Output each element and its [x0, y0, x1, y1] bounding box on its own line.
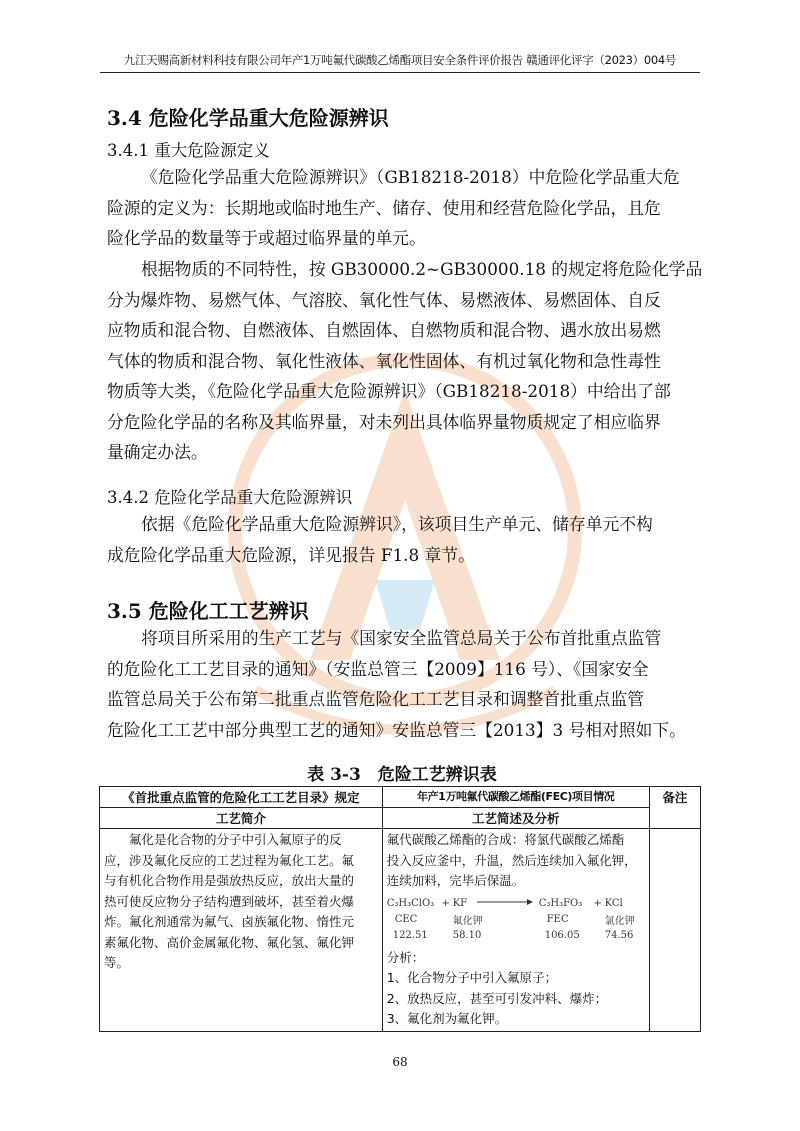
table-header-remark: 备注	[649, 787, 700, 829]
equation-mw-kf: 58.10	[452, 930, 482, 941]
table-row	[100, 829, 701, 1032]
text-line: 氟代碳酸乙烯酯的合成：将氯代碳酸乙烯酯	[386, 832, 625, 847]
table-subheader-process-intro: 工艺简介	[100, 808, 383, 829]
text-line: 投入反应釜中，升温，然后连续加入氟化钾，	[386, 852, 637, 868]
text-line: 险化学品的数量等于或超过临界量的单元。	[107, 228, 426, 248]
section-heading-3-4: 3.4 危险化学品重大危险源辨识	[107, 106, 389, 130]
equation-name-kf: 氟化钾	[452, 916, 483, 927]
running-header: 九江天赐高新材料科技有限公司年产1万吨氟代碳酸乙烯酯项目安全条件评价报告 赣通评化评字（2023）004号	[123, 53, 677, 67]
text-line: 的危险化工工艺目录的通知》（安监总管三【2009】116 号）、《国家安全	[107, 658, 649, 679]
text-line: 热可使反应物分子结构遭到破坏，甚至着火爆	[104, 893, 355, 909]
text-line: 氟化是化合物的分子中引入氟原子的反	[104, 832, 342, 847]
text-line: 1、化合物分子中引入氟原子；	[386, 970, 558, 985]
paragraph-process	[107, 623, 697, 745]
table-caption: 表 3-3 危险工艺辨识表	[307, 765, 497, 785]
text-line: 气体的物质和混合物、氧化性液体、氧化性固体、有机过氧化物和急性毒性	[107, 350, 661, 371]
equation-plus-2: +	[593, 898, 602, 909]
text-line: 分为爆炸物、易燃气体、气溶胶、氧化性气体、易燃液体、易燃固体、自反	[107, 289, 661, 310]
subsection-heading-3-4-2: 3.4.2 危险化学品重大危险源辨识	[107, 488, 353, 507]
table-cell-fluorination-intro	[100, 829, 383, 1032]
equation-name-fec: FEC	[546, 914, 569, 925]
header-rule	[100, 72, 700, 73]
equation-reactant-1: C₃H₃ClO₃	[386, 898, 435, 909]
text-line: 成危险化学品重大危险源，详见报告 F1.8 章节。	[107, 544, 475, 565]
table-cell-remark	[649, 829, 700, 1032]
text-line: 险源的定义为：长期地或临时地生产、储存、使用和经营危险化学品，且危	[107, 197, 661, 218]
text-line: 2、放热反应，甚至可引发冲料、爆炸；	[386, 990, 608, 1006]
paragraph-identification	[107, 509, 697, 570]
table-header-row	[100, 787, 701, 808]
equation-name-kcl: 氯化钾	[604, 916, 635, 927]
equation-mw-fec: 106.05	[544, 930, 580, 941]
text-line: 量确定办法。	[107, 442, 208, 462]
text-line: 依据《危险化学品重大危险源辨识》，该项目生产单元、储存单元不构	[141, 514, 653, 534]
section-heading-3-5: 3.5 危险化工工艺辨识	[107, 599, 309, 623]
text-line: 应物质和混合物、自燃液体、自燃固体、自燃物质和混合物、遇水放出易燃	[107, 320, 661, 340]
text-line: 分析：	[386, 949, 425, 965]
text-line: 将项目所采用的生产工艺与《国家安全监管总局关于公布首批重点监管	[141, 628, 662, 648]
equation-plus-1: +	[441, 898, 450, 909]
equation-product-1: C₃H₃FO₃	[538, 898, 583, 909]
table-subheader-row	[100, 808, 701, 829]
equation-product-2: KCl	[604, 898, 623, 909]
table-cell-project-analysis	[382, 829, 649, 1032]
text-line: 3、氟化剂为氟化钾。	[386, 1011, 508, 1026]
text-line: 应，涉及氟化反应的工艺过程为氟化工艺。氟	[104, 852, 355, 868]
page-number: 68	[392, 1055, 408, 1069]
subsection-heading-3-4-1: 3.4.1 重大危险源定义	[107, 141, 270, 160]
text-line: 分危险化学品的名称及其临界量，对未列出具体临界量物质规定了相应临界	[107, 411, 661, 432]
text-line: 等。	[104, 955, 130, 970]
text-line: 与有机化合物作用是强放热反应，放出大量的	[104, 873, 355, 888]
process-identification-table	[99, 786, 701, 1032]
text-line: 监管总局关于公布第二批重点监管危险化工工艺目录和调整首批重点监管	[107, 689, 645, 709]
text-line: 危险化工工艺中部分典型工艺的通知》安监总管三【2013】3 号相对照如下。	[107, 719, 686, 740]
text-line: 连续加料，完毕后保温。	[386, 873, 525, 888]
table-header-regulation: 《首批重点监管的危险化工工艺目录》规定	[100, 787, 383, 808]
equation-mw-cec: 122.51	[392, 930, 428, 941]
paragraph-definition	[107, 162, 697, 254]
table-header-project: 年产1万吨氟代碳酸乙烯酯(FEC)项目情况	[382, 787, 649, 808]
text-line: 素氟化物、高价金属氟化物、氟化氢、氟化钾	[104, 934, 355, 950]
equation-mw-kcl: 74.56	[604, 930, 634, 941]
equation-name-cec: CEC	[394, 914, 418, 925]
text-line: 物质等大类，《危险化学品重大危险源辨识》（GB18218-2018）中给出了部	[107, 381, 671, 401]
reaction-equation	[387, 896, 645, 944]
text-line: 根据物质的不同特性，按 GB30000.2~GB30000.18 的规定将危险化学品	[141, 259, 703, 279]
text-line: 炸。氟化剂通常为氟气、卤族氟化物、惰性元	[104, 914, 355, 929]
reaction-arrow-icon	[477, 898, 539, 909]
table-subheader-analysis: 工艺简述及分析	[382, 808, 649, 829]
paragraph-classification	[107, 254, 703, 468]
text-line: 《危险化学品重大危险源辨识》（GB18218-2018）中危险化学品重大危	[141, 167, 680, 187]
equation-reactant-2: KF	[452, 898, 468, 909]
